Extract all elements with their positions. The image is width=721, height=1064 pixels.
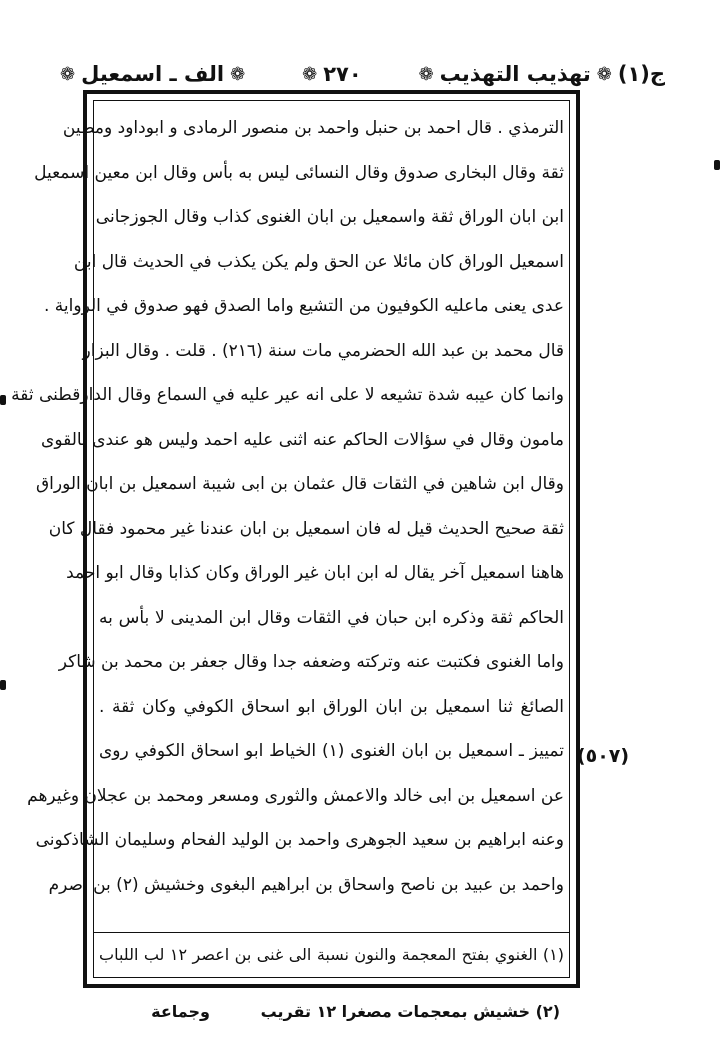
scan-edge-mark bbox=[714, 160, 720, 170]
catchword: وجماعة bbox=[151, 1002, 210, 1021]
footnote-1: (١) الغنوي بفتح المعجمة والنون نسبة الى غنى بن اعصر ١٢ لب اللباب bbox=[99, 945, 564, 964]
ornament-icon: ❁ bbox=[302, 63, 318, 85]
body-text bbox=[11, 106, 564, 907]
scan-edge-mark bbox=[0, 680, 6, 690]
text-line: واحمد بن عبيد بن ناصح واسحاق بن ابراهيم البغوی وخشيش (٢) بن اصرم bbox=[48, 874, 564, 895]
text-line: ابن ابان الوراق ثقة واسمعيل بن ابان الغنوی كذاب وقال الجوزجانی bbox=[95, 207, 564, 227]
ornament-icon: ❁ bbox=[596, 63, 612, 85]
book-title: تهذيب التهذيب bbox=[439, 62, 591, 86]
text-line: وانما كان عيبه شدة تشيعه لا على انه عير عليه في السماع وقال الدارقطنی ثقة bbox=[11, 385, 564, 405]
header-page-seg bbox=[302, 62, 362, 86]
text-line: الترمذي . قال احمد بن حنبل واحمد بن منصور الرمادی و ابوداود ومطين bbox=[62, 118, 564, 138]
text-line: الصائغ ثنا اسمعيل بن ابان الوراق ابو اسحاق الكوفي وكان ثقة . bbox=[99, 696, 564, 717]
footnote-separator bbox=[93, 932, 570, 933]
text-line: واما الغنوی فكتبت عنه وتركته وضعفه جدا وقال جعفر بن محمد بن شاكر bbox=[58, 652, 564, 672]
text-line: قال محمد بن عبد الله الحضرمي مات سنة (٢١٦) . قلت . وقال البزار bbox=[82, 340, 564, 361]
scan-edge-mark bbox=[0, 395, 6, 405]
ornament-icon: ❁ bbox=[418, 63, 434, 85]
page-header bbox=[60, 56, 665, 92]
text-line: عدی يعنی ماعليه الكوفيون من التشيع واما الصدق فهو صدوق في الرواية . bbox=[43, 296, 564, 316]
page-number: ٢٧٠ bbox=[323, 62, 362, 86]
text-line: وعنه ابراهيم بن سعيد الجوهری واحمد بن الوليد الفحام وسليمان الشاذكونی bbox=[35, 830, 564, 850]
text-line: عن اسمعيل بن ابی خالد والاعمش والثوری ومسعر ومحمد بن عجلان وغيرهم bbox=[27, 785, 564, 806]
text-line: ثقة وقال البخاری صدوق وقال النسائی لیس به بأس وقال ابن معين اسمعيل bbox=[34, 162, 564, 183]
footnote-2: (٢) خشيش بمعجمات مصغرا ١٢ تقريب bbox=[260, 1002, 560, 1021]
text-line: هاهنا اسمعيل آخر يقال له ابن ابان غير الوراق وكان كذابا وقال ابو احمد bbox=[66, 563, 564, 583]
text-line: تمييز ـ اسمعيل بن ابان الغنوی (١) الخياط ابو اسحاق الكوفي روى bbox=[99, 741, 564, 761]
text-line: مامون وقال في سؤالات الحاكم عنه اثنى عليه احمد وليس هو عندی بالقوی bbox=[41, 429, 564, 450]
volume-label: ج(١) bbox=[617, 62, 665, 86]
text-line: اسمعيل الوراق كان مائلا عن الحق ولم يكن يكذب في الحديث قال ابن bbox=[73, 251, 564, 272]
ornament-icon: ❁ bbox=[230, 63, 246, 85]
ornament-icon: ❁ bbox=[60, 63, 76, 85]
header-section-seg bbox=[60, 62, 245, 86]
entry-number: (٥٠٧) bbox=[576, 745, 630, 767]
text-line: وقال ابن شاهين في الثقات قال عثمان بن ابی شيبة اسمعيل بن ابان الوراق bbox=[35, 474, 564, 494]
text-line: ثقة صحيح الحديث قيل له فان اسمعيل بن ابان عندنا غير محمود فقال كان bbox=[48, 518, 564, 539]
text-frame bbox=[11, 90, 580, 988]
text-line: الحاكم ثقة وذكره ابن حبان في الثقات وقال ابن المدينی لا بأس به bbox=[99, 607, 564, 628]
section-title: الف ـ اسمعيل bbox=[81, 62, 225, 86]
header-volume-seg bbox=[419, 62, 665, 86]
